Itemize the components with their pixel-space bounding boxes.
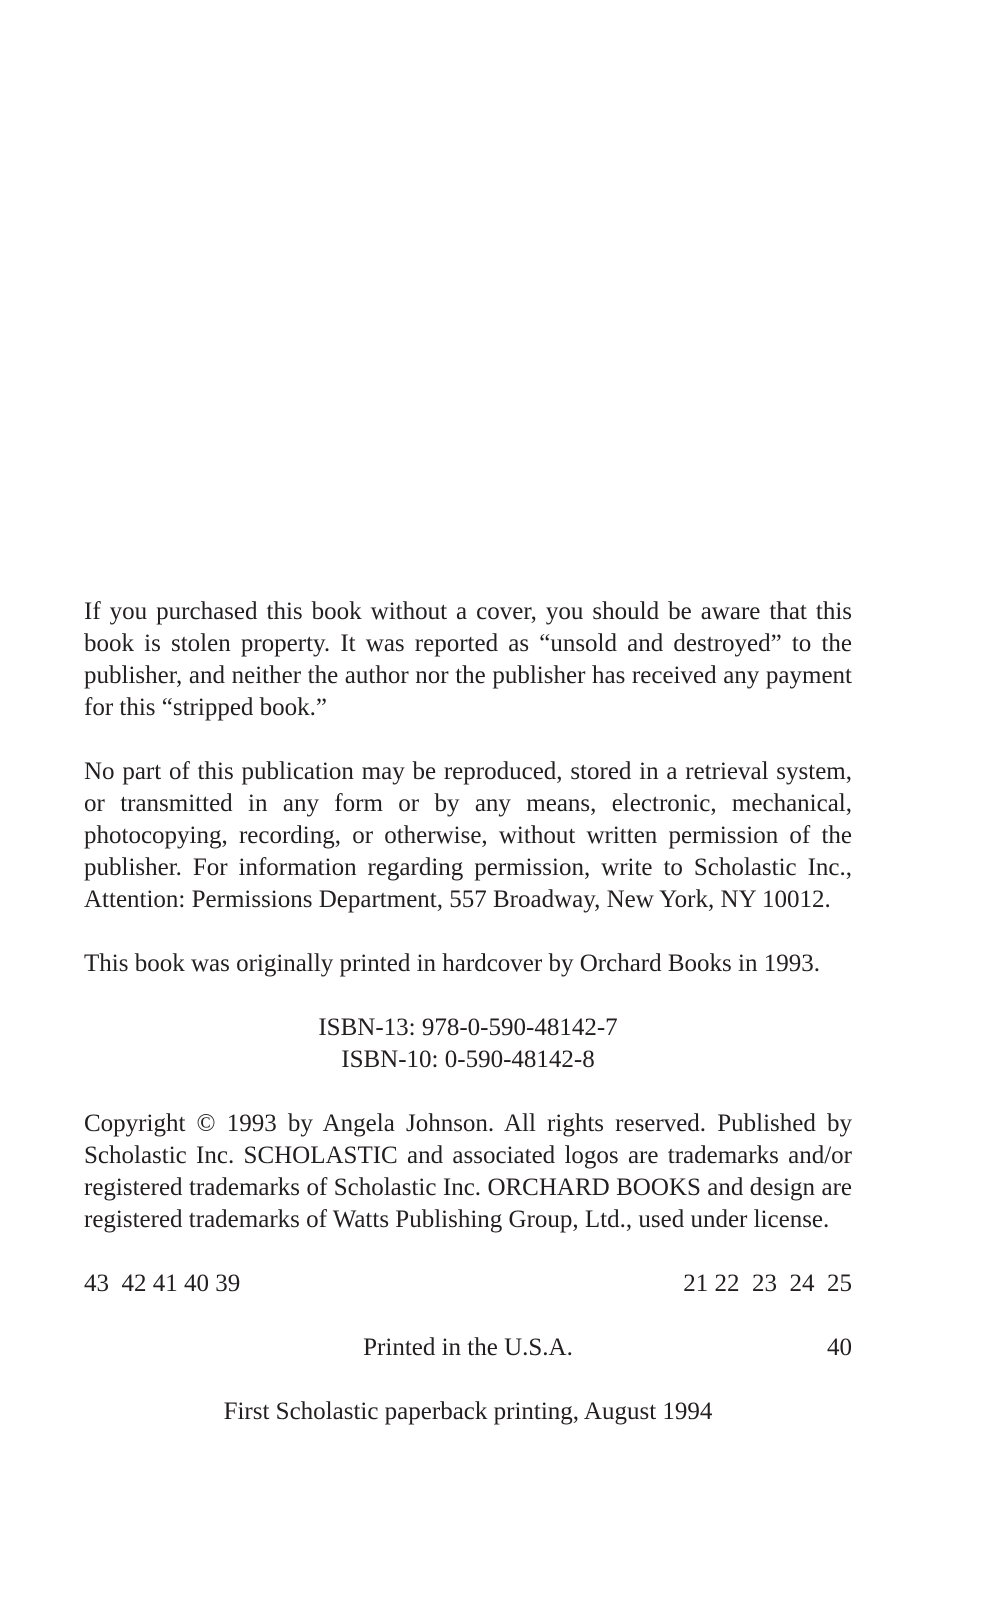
printing-numbers-left: 43 42 41 40 39 [84,1270,241,1297]
rights-notice: No part of this publication may be reproduced, stored in a retrieval system, or transmitted in any form or by any means, electronic, mechanical, photocopying, recording, or otherwise, without written permission of the publisher. For information regarding permission, write to Scholastic Inc., Attention: Permissions Department, 557 Broadway, New York, NY 10012. [84,758,852,913]
original-edition-note: This book was originally printed in hardcover by Orchard Books in 1993. [84,950,820,977]
isbn-block [84,1012,852,1076]
copyright-page [84,596,852,1428]
isbn-10: ISBN-10: 0-590-48142-8 [341,1046,595,1073]
printing-numbers-right: 21 22 23 24 25 [683,1270,852,1297]
printed-in-row [84,1332,852,1364]
printed-in: Printed in the U.S.A. [363,1334,573,1361]
stripped-book-notice: If you purchased this book without a cover, you should be aware that this book is stolen property. It was reported as “unsold and destroyed” to the publisher, and neither the author nor the publisher has received any payment for this “stripped book.” [84,598,852,721]
isbn-13: ISBN-13: 978-0-590-48142-7 [318,1014,618,1041]
copyright-statement: Copyright © 1993 by Angela Johnson. All rights reserved. Published by Scholastic Inc. SCHOLASTIC and associated logos are trademarks and/or registered trademarks of Scholastic Inc. ORCHARD BOOKS and design are registered trademarks of Watts Publishing Group, Ltd., used under license. [84,1110,852,1233]
first-printing-note: First Scholastic paperback printing, August 1994 [223,1398,713,1425]
printing-number-line [84,1268,852,1300]
printing-code: 40 [827,1334,852,1361]
